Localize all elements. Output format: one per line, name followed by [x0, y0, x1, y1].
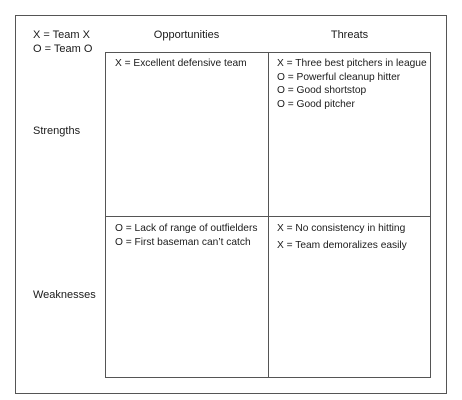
cell-weaknesses-threats — [277, 222, 407, 252]
cell-strengths-opportunities — [115, 57, 247, 71]
legend-team-o: O = Team O — [33, 43, 93, 55]
grid-horizontal-divider — [106, 216, 430, 217]
cell-item: X = Excellent defensive team — [115, 58, 247, 69]
cell-item: X = Team demoralizes easily — [277, 239, 407, 251]
cell-item: X = No consistency in hitting — [277, 223, 406, 234]
grid-vertical-divider — [268, 53, 269, 377]
legend-team-x: X = Team X — [33, 29, 90, 41]
row-header-weaknesses: Weaknesses — [33, 289, 96, 301]
row-header-strengths: Strengths — [33, 125, 81, 137]
cell-item: O = Lack of range of outfielders — [115, 223, 258, 234]
cell-strengths-threats — [277, 57, 427, 111]
column-header-opportunities: Opportunities — [153, 29, 220, 41]
cell-item: O = First baseman can’t catch — [115, 236, 251, 248]
swot-grid — [105, 52, 431, 378]
cell-item: X = Three best pitchers in league — [277, 58, 427, 69]
cell-item: O = Good shortstop — [277, 85, 367, 96]
cell-item: O = Powerful cleanup hitter — [277, 71, 401, 83]
legend — [33, 28, 92, 56]
cell-weaknesses-opportunities — [115, 222, 257, 249]
column-header-threats: Threats — [330, 29, 369, 41]
cell-item: O = Good pitcher — [277, 98, 355, 110]
